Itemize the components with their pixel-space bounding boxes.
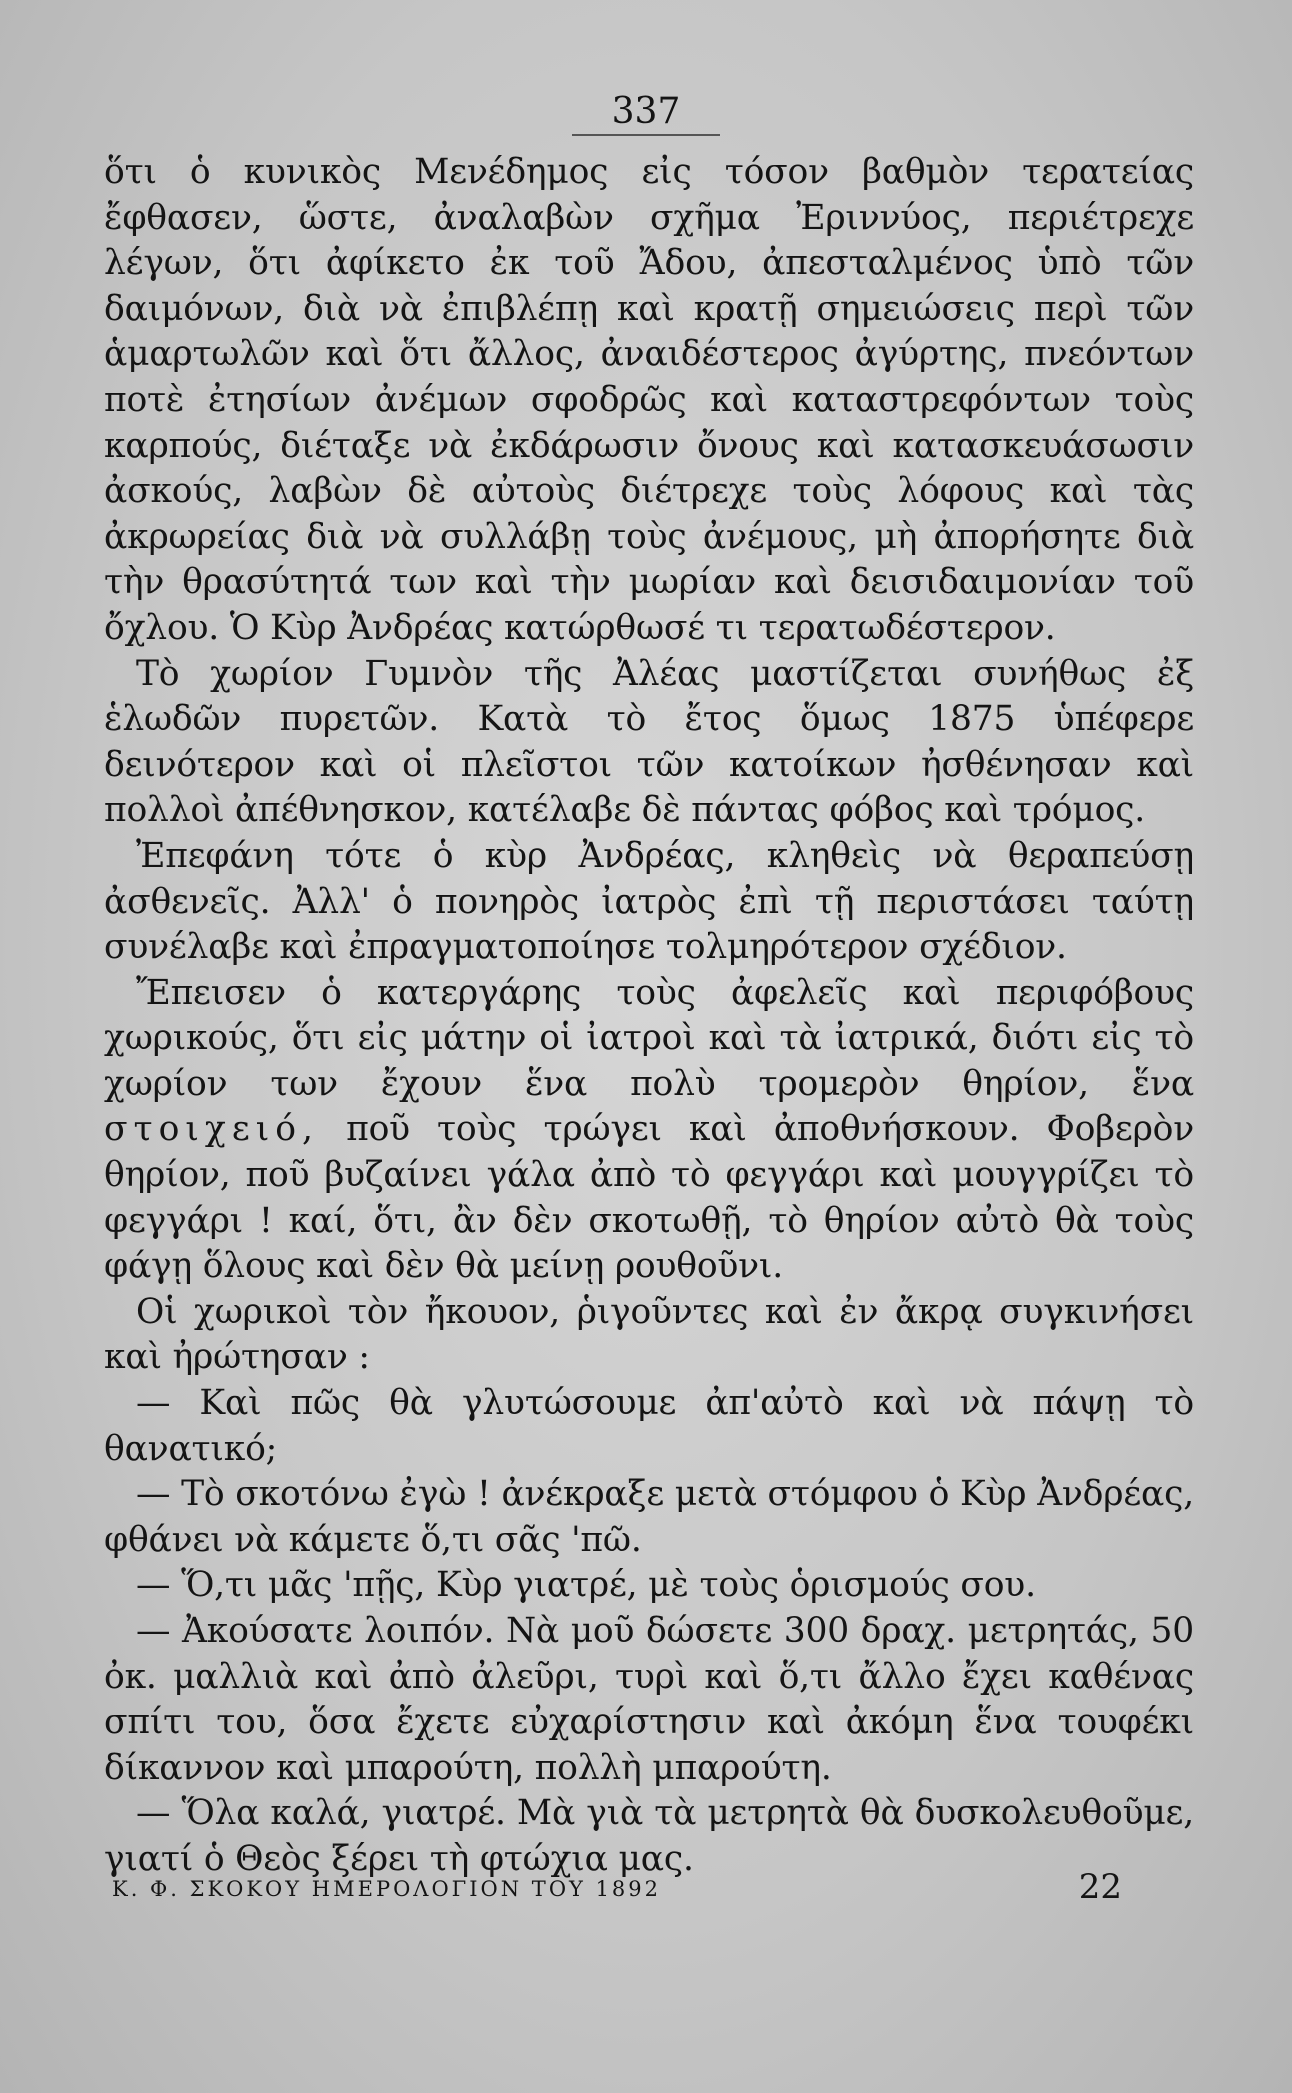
footer-publication-note: Κ. Φ. ΣΚΟΚΟΥ ΗΜΕΡΟΛΟΓΙΟΝ ΤΟΥ 1892 bbox=[112, 1877, 662, 1901]
dialogue-line-3: — Ὅ,τι μᾶς 'πῇς, Κὺρ γιατρέ, μὲ τοὺς ὁρισμούς σου. bbox=[136, 1565, 1036, 1606]
dialogue-line-5: — Ὅλα καλά, γιατρέ. Μὰ γιὰ τὰ μετρητὰ θὰ δυσκολευθοῦμε, γιατί ὁ Θεὸς ξέρει τὴ φτώχια μας. bbox=[104, 1793, 1194, 1879]
paragraph-4-start: Ἔπεισεν ὁ κατεργάρης τοὺς ἀφελεῖς καὶ περιφόβους χωρικούς, ὅτι εἰς μάτην οἱ ἰατροὶ καὶ τὰ ἰατρικά, διότι εἰς τὸ χωρίον των ἔχουν ἕνα πολὺ τρομερὸν θηρίον, ἕνα bbox=[104, 972, 1194, 1104]
paragraph-4 bbox=[104, 971, 1194, 1290]
dialogue-line-4: — Ἀκούσατε λοιπόν. Νὰ μοῦ δώσετε 300 δραχ. μετρητάς, 50 ὀκ. μαλλιὰ καὶ ἀπὸ ἀλεῦρι, τυρὶ καὶ ὅ,τι ἄλλο ἔχει καθένας σπίτι του, ὅσα ἔχετε εὐχαρίστησιν καὶ ἀκόμη ἕνα τουφέκι δίκαννον καὶ μπαρούτη, πολλὴ μπαρούτη. bbox=[104, 1611, 1194, 1788]
page-footer bbox=[112, 1867, 1122, 1907]
paragraph-3: Ἐπεφάνη τότε ὁ κὺρ Ἀνδρέας, κληθεὶς νὰ θεραπεύσῃ ἀσθενεῖς. Ἀλλ' ὁ πονηρὸς ἰατρὸς ἐπὶ τῇ περιστάσει ταύτῃ συνέλαβε καὶ ἐπραγματοποίησε τολμηρότερον σχέδιον. bbox=[104, 835, 1194, 968]
body-text bbox=[104, 150, 1194, 1883]
page-number bbox=[0, 92, 1292, 136]
paragraph-5: Οἱ χωρικοὶ τὸν ἤκουον, ῥιγοῦντες καὶ ἐν ἄκρᾳ συγκινήσει καὶ ἠρώτησαν : bbox=[104, 1291, 1194, 1378]
footer-signature-mark: 22 bbox=[1078, 1867, 1122, 1907]
page-number-text: 337 bbox=[572, 92, 721, 136]
spaced-word: στοιχειό, bbox=[104, 1109, 319, 1150]
dialogue-line-2: — Τὸ σκοτόνω ἐγὼ ! ἀνέκραξε μετὰ στόμφου ὁ Κὺρ Ἀνδρέας, φθάνει νὰ κάμετε ὅ,τι σᾶς 'πῶ. bbox=[104, 1474, 1194, 1560]
paragraph-2: Τὸ χωρίον Γυμνὸν τῆς Ἀλέας μαστίζεται συνήθως ἐξ ἑλωδῶν πυρετῶν. Κατὰ τὸ ἔτος ὅμως 1875 ὑπέφερε δεινότερον καὶ οἱ πλεῖστοι τῶν κατοίκων ἠσθένησαν καὶ πολλοὶ ἀπέθνησκον, κατέλαβε δὲ πάντας φόβος καὶ τρόμος. bbox=[104, 653, 1194, 831]
paragraph-1: ὅτι ὁ κυνικὸς Μενέδημος εἰς τόσον βαθμὸν τερατείας ἔφθασεν, ὥστε, ἀναλαβὼν σχῆμα Ἐριννύος, περιέτρεχε λέγων, ὅτι ἀφίκετο ἐκ τοῦ Ἄδου, ἀπεσταλμένος ὑπὸ τῶν δαιμόνων, διὰ νὰ ἐπιβλέπῃ καὶ κρατῇ σημειώσεις περὶ τῶν ἁμαρτωλῶν καὶ ὅτι ἄλλος, ἀναιδέστερος ἀγύρτης, πνεόντων ποτὲ ἐτησίων ἀνέμων σφοδρῶς καὶ καταστρεφόντων τοὺς καρπούς, διέταξε νὰ ἐκδάρωσιν ὄνους καὶ κατασκευάσωσιν ἀσκούς, λαβὼν δὲ αὐτοὺς διέτρεχε τοὺς λόφους καὶ τὰς ἀκρωρείας διὰ νὰ συλλάβῃ τοὺς ἀνέμους, μὴ ἀπορήσητε διὰ τὴν θρασύτητά των καὶ τὴν μωρίαν καὶ δεισιδαιμονίαν τοῦ ὄχλου. Ὁ Κὺρ Ἀνδρέας κατώρθωσέ τι τερατωδέστερον. bbox=[104, 152, 1194, 648]
paragraph-4-end: ποῦ τοὺς τρώγει καὶ ἀποθνήσκουν. Φοβερὸν θηρίον, ποῦ βυζαίνει γάλα ἀπὸ τὸ φεγγάρι καὶ μουγγρίζει τὸ φεγγάρι ! καί, ὅτι, ἂν δὲν σκοτωθῇ, τὸ θηρίον αὐτὸ θὰ τοὺς φάγῃ ὅλους καὶ δὲν θὰ μείνῃ ρουθοῦνι. bbox=[104, 1109, 1194, 1287]
dialogue-line-1: — Καὶ πῶς θὰ γλυτώσουμε ἀπ'αὐτὸ καὶ νὰ πάψῃ τὸ θανατικό; bbox=[104, 1383, 1194, 1469]
